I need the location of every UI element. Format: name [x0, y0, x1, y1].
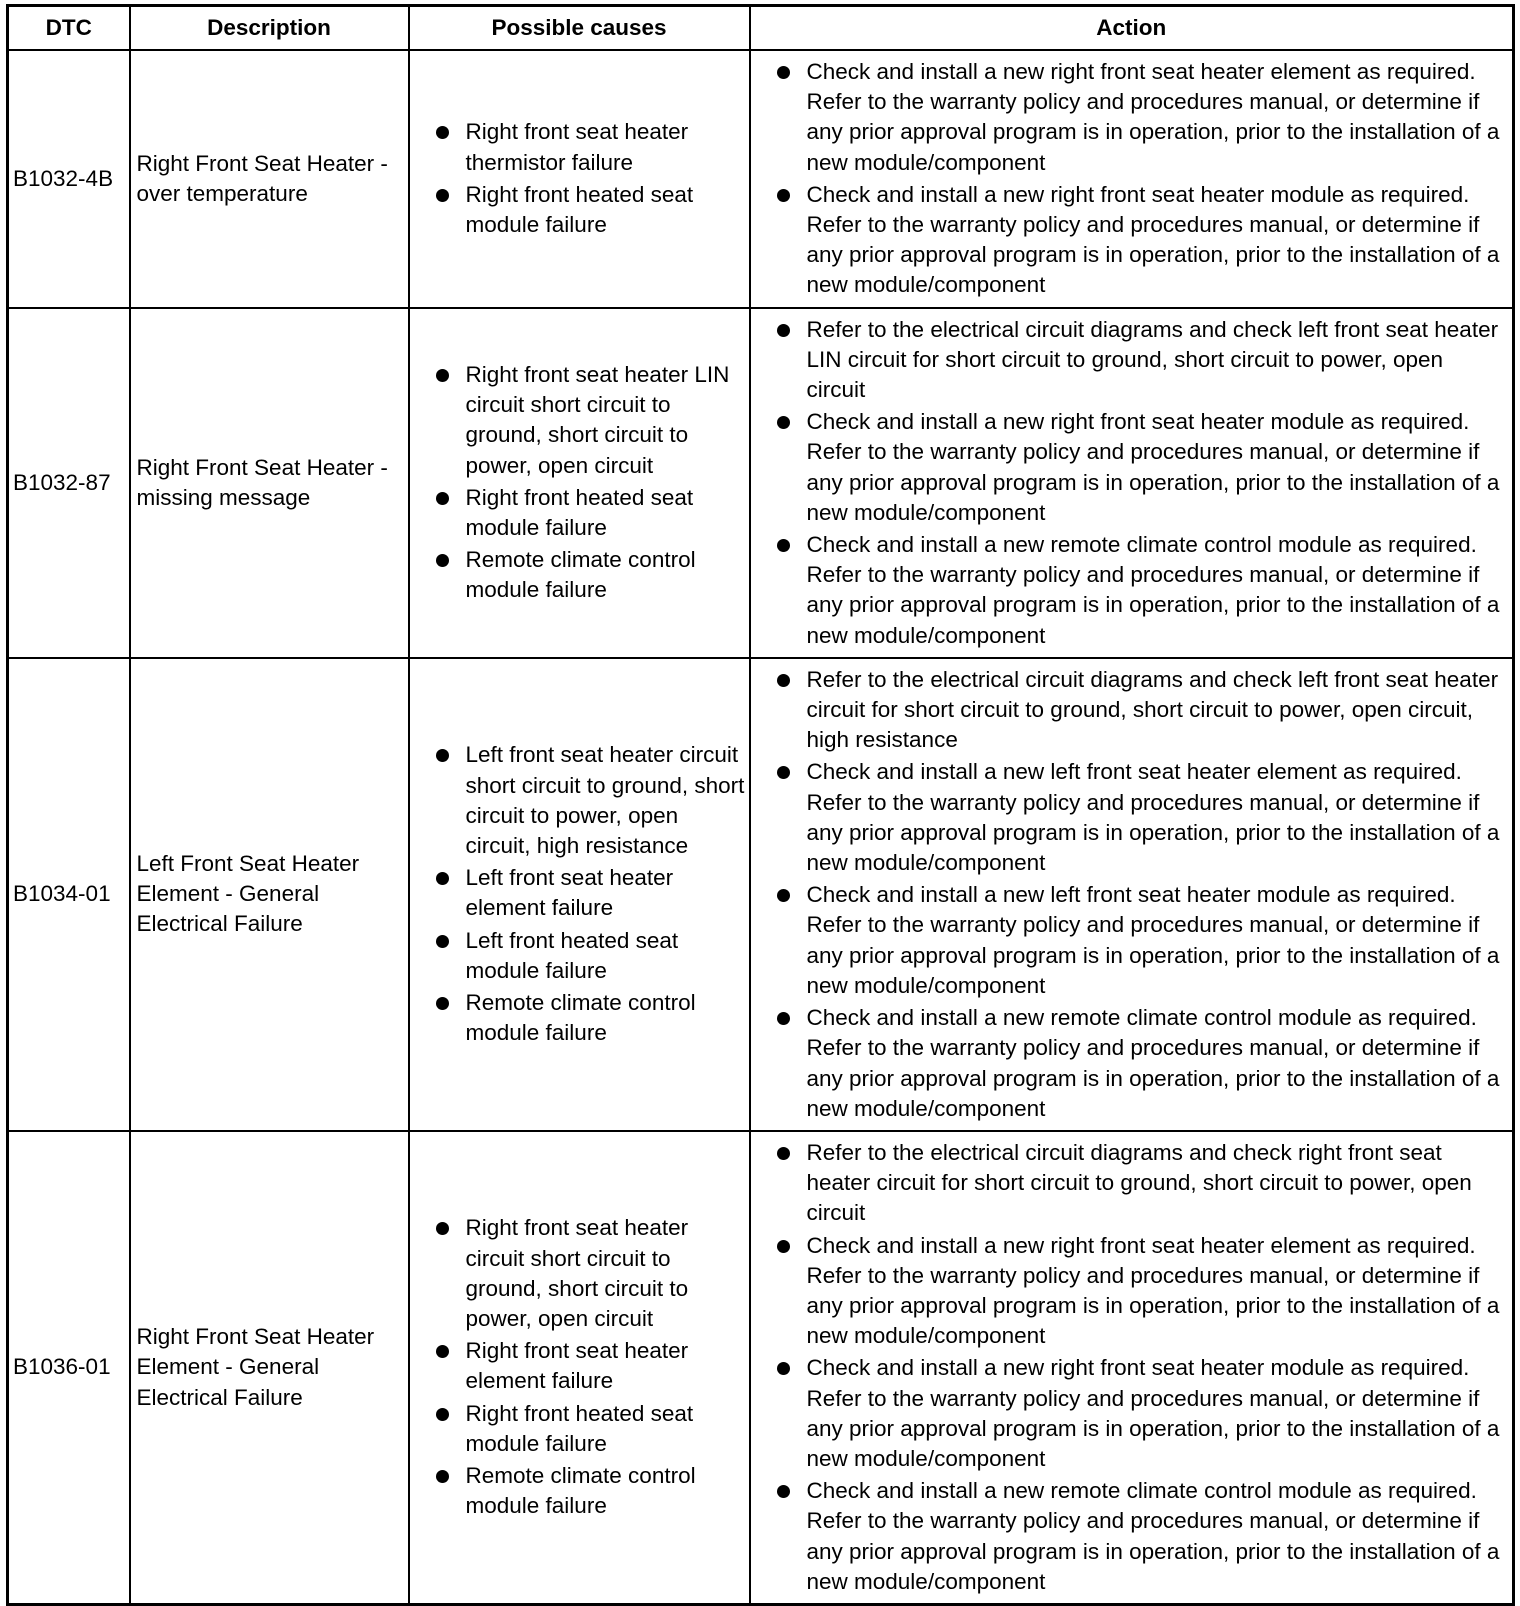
possible-causes-cell-list [430, 1213, 745, 1521]
action-item [771, 757, 1509, 878]
action-item [771, 180, 1509, 301]
cause-item-text: Remote climate control module failure [465, 1463, 696, 1519]
bullet-icon [777, 766, 790, 779]
dtc-code: B1036-01 [8, 1131, 130, 1605]
cause-item [430, 740, 745, 861]
action-item-text: Check and install a new right front seat heater module as required. Refer to the warranty policy and procedures manual, or determine if any prior approval program is in operation, prior to the installation of a new module/component [806, 181, 1500, 298]
bullet-icon [436, 492, 449, 505]
cause-item [430, 117, 745, 177]
action-item-text: Refer to the electrical circuit diagrams and check left front seat heater circuit for short circuit to ground, short circuit to power, open circuit, high resistance [806, 666, 1499, 753]
cause-item [430, 988, 745, 1048]
bullet-icon [436, 189, 449, 202]
dtc-table [6, 4, 1515, 1606]
possible-causes-cell [409, 658, 750, 1131]
bullet-icon [777, 324, 790, 337]
action-item [771, 1231, 1509, 1352]
bullet-icon [777, 889, 790, 902]
cause-item-text: Right front seat heater circuit short circuit to ground, short circuit to power, open circuit [465, 1215, 689, 1332]
cause-item [430, 545, 745, 605]
cause-item-text: Right front seat heater thermistor failure [465, 119, 689, 175]
bullet-icon [436, 126, 449, 139]
action-item [771, 880, 1509, 1001]
header-dtc: DTC [8, 6, 130, 51]
bullet-icon [777, 66, 790, 79]
cause-item-text: Remote climate control module failure [465, 989, 696, 1046]
cause-item-text: Right front heated seat module failure [465, 484, 694, 540]
cause-item [430, 483, 745, 543]
bullet-icon [436, 997, 449, 1010]
bullet-icon [436, 369, 449, 382]
action-item-text: Refer to the electrical circuit diagrams and check right front seat heater circuit for short circuit to ground, short circuit to power, open circuit [806, 1139, 1472, 1226]
action-cell [750, 658, 1514, 1131]
cause-item [430, 1213, 745, 1334]
action-item-text: Check and install a new remote climate control module as required. Refer to the warranty policy and procedures manual, or determine if any prior approval program is in operation, prior to the installation of a new module/component [806, 532, 1500, 648]
table-row [8, 658, 1514, 1131]
dtc-description: Left Front Seat Heater Element - General Electrical Failure [130, 658, 409, 1131]
bullet-icon [777, 1147, 790, 1160]
bullet-icon [436, 1222, 449, 1235]
bullet-icon [436, 1345, 449, 1358]
action-item-text: Check and install a new left front seat heater element as required. Refer to the warranty policy and procedures manual, or determine if any prior approval program is in operation, prior to the installation of a new module/component [806, 759, 1500, 876]
header-possible-causes: Possible causes [409, 6, 750, 51]
action-item [771, 1353, 1509, 1474]
action-item [771, 57, 1509, 178]
dtc-table-container [6, 4, 1512, 1606]
dtc-description: Right Front Seat Heater - missing message [130, 308, 409, 658]
dtc-description: Right Front Seat Heater Element - General Electrical Failure [130, 1131, 409, 1605]
possible-causes-cell-list [430, 740, 745, 1048]
possible-causes-cell [409, 50, 750, 308]
action-item-text: Check and install a new right front seat heater module as required. Refer to the warranty policy and procedures manual, or determine if any prior approval program is in operation, prior to the installation of a new module/component [806, 409, 1500, 525]
action-cell [750, 308, 1514, 658]
action-cell-list [771, 1138, 1509, 1597]
action-cell [750, 1131, 1514, 1605]
bullet-icon [777, 1012, 790, 1025]
action-item-text: Check and install a new left front seat heater module as required. Refer to the warranty policy and procedures manual, or determine if any prior approval program is in operation, prior to the installation of a new module/component [806, 882, 1500, 998]
cause-item-text: Left front seat heater element failure [465, 865, 674, 921]
action-item-text: Check and install a new right front seat heater element as required. Refer to the warranty policy and procedures manual, or determine if any prior approval program is in operation, prior to the installation of a new module/component [806, 59, 1500, 175]
table-row [8, 50, 1514, 308]
cause-item [430, 863, 745, 923]
possible-causes-cell [409, 308, 750, 658]
cause-item [430, 1336, 745, 1396]
dtc-code: B1032-87 [8, 308, 130, 658]
action-cell-list [771, 315, 1509, 651]
dtc-code: B1034-01 [8, 658, 130, 1131]
possible-causes-cell-list [430, 117, 745, 240]
bullet-icon [777, 674, 790, 687]
cause-item [430, 180, 745, 240]
action-item [771, 1003, 1509, 1124]
table-row [8, 1131, 1514, 1605]
bullet-icon [777, 1240, 790, 1253]
bullet-icon [436, 935, 449, 948]
bullet-icon [436, 1470, 449, 1483]
action-cell [750, 50, 1514, 308]
bullet-icon [436, 1408, 449, 1421]
action-item [771, 407, 1509, 528]
cause-item-text: Right front heated seat module failure [465, 1400, 694, 1456]
dtc-code: B1032-4B [8, 50, 130, 308]
cause-item-text: Left front seat heater circuit short circuit to ground, short circuit to power, open circuit, high resistance [465, 742, 745, 858]
cause-item-text: Remote climate control module failure [465, 547, 696, 603]
cause-item [430, 926, 745, 986]
header-action: Action [750, 6, 1514, 51]
bullet-icon [777, 189, 790, 202]
cause-item-text: Right front seat heater LIN circuit short circuit to ground, short circuit to power, open circuit [465, 361, 730, 478]
bullet-icon [777, 416, 790, 429]
action-item-text: Check and install a new right front seat heater element as required. Refer to the warranty policy and procedures manual, or determine if any prior approval program is in operation, prior to the installation of a new module/component [806, 1232, 1500, 1349]
action-item [771, 1476, 1509, 1597]
table-row [8, 308, 1514, 658]
action-item-text: Check and install a new remote climate control module as required. Refer to the warranty policy and procedures manual, or determine if any prior approval program is in operation, prior to the installation of a new module/component [806, 1005, 1500, 1121]
action-item [771, 665, 1509, 756]
possible-causes-cell-list [430, 360, 745, 606]
action-item [771, 530, 1509, 651]
action-item [771, 1138, 1509, 1229]
header-row [8, 6, 1514, 51]
action-cell-list [771, 665, 1509, 1124]
action-cell-list [771, 57, 1509, 301]
action-item [771, 315, 1509, 406]
action-item-text: Refer to the electrical circuit diagrams and check left front seat heater LIN circuit for short circuit to ground, short circuit to power, open circuit [806, 316, 1499, 403]
cause-item [430, 360, 745, 481]
action-item-text: Check and install a new right front seat heater module as required. Refer to the warranty policy and procedures manual, or determine if any prior approval program is in operation, prior to the installation of a new module/component [806, 1355, 1500, 1471]
action-item-text: Check and install a new remote climate control module as required. Refer to the warranty policy and procedures manual, or determine if any prior approval program is in operation, prior to the installation of a new module/component [806, 1478, 1500, 1594]
possible-causes-cell [409, 1131, 750, 1605]
bullet-icon [436, 872, 449, 885]
bullet-icon [777, 1362, 790, 1375]
bullet-icon [436, 554, 449, 567]
table-body [8, 50, 1514, 1604]
cause-item-text: Right front seat heater element failure [465, 1338, 689, 1394]
cause-item [430, 1461, 745, 1521]
cause-item-text: Right front heated seat module failure [465, 181, 694, 238]
cause-item-text: Left front heated seat module failure [465, 927, 679, 983]
bullet-icon [777, 1485, 790, 1498]
header-description: Description [130, 6, 409, 51]
dtc-description: Right Front Seat Heater - over temperature [130, 50, 409, 308]
bullet-icon [777, 539, 790, 552]
cause-item [430, 1399, 745, 1459]
bullet-icon [436, 749, 449, 762]
